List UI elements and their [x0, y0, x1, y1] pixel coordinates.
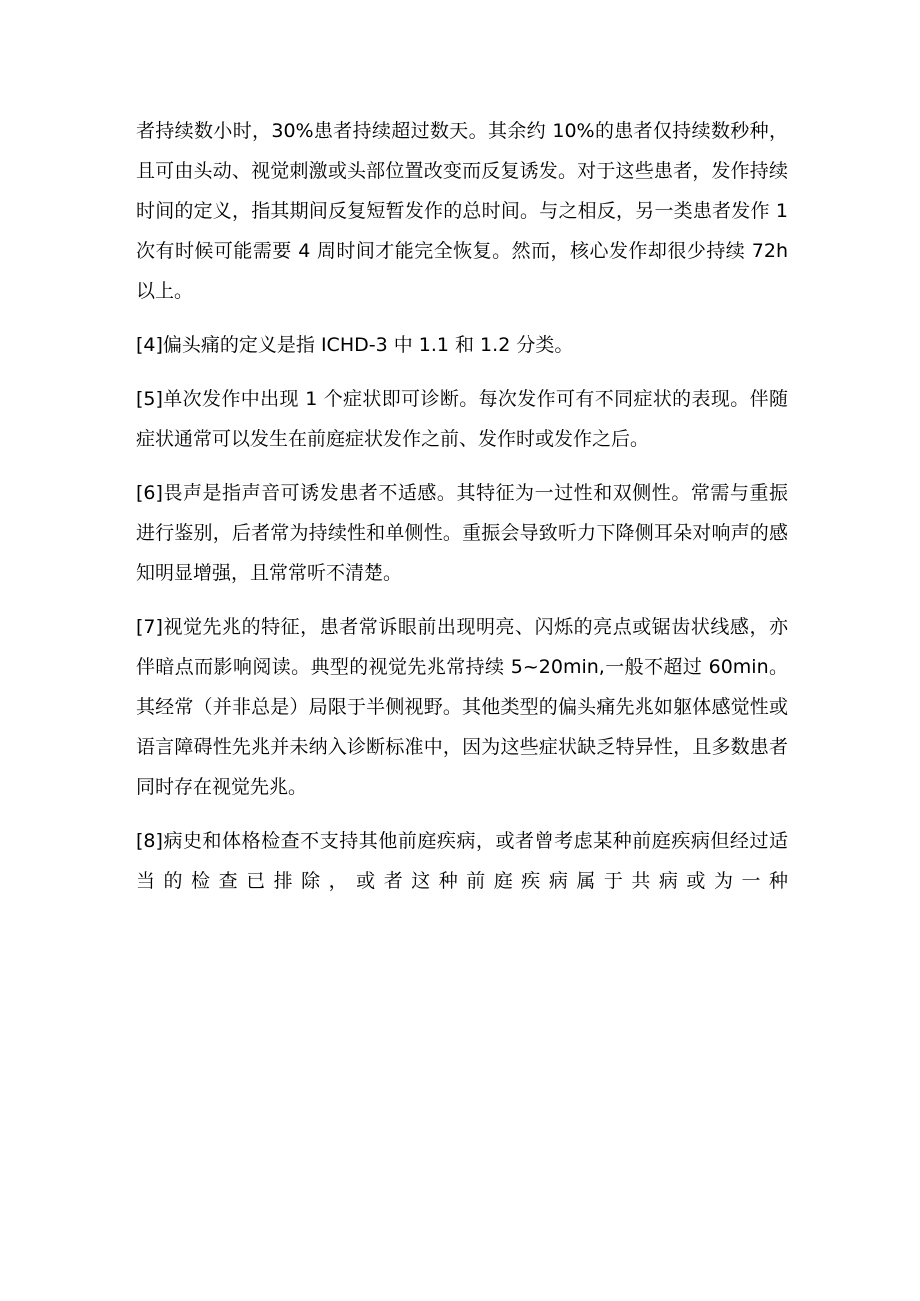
document-body [136, 111, 788, 915]
paragraph-continuation: 者持续数小时，30%患者持续超过数天。其余约 10%的患者仅持续数秒种，且可由头动、视觉刺激或头部位置改变而反复诱发。对于这些患者，发作持续时间的定义，指其期间反复短暂发作的总时间。与之相反，另一类患者发作 1 次有时候可能需要 4 周时间才能完全恢复。然而，核心发作却很少持续 72h 以上。 [136, 120, 788, 302]
paragraph-note-6: [6]畏声是指声音可诱发患者不适感。其特征为一过性和双侧性。常需与重振进行鉴别，后者常为持续性和单侧性。重振会导致听力下降侧耳朵对响声的感知明显增强，且常常听不清楚。 [136, 482, 788, 584]
paragraph-note-4: [4]偏头痛的定义是指 ICHD-3 中 1.1 和 1.2 分类。 [136, 334, 574, 356]
paragraph-note-5: [5]单次发作中出现 1 个症状即可诊断。每次发作可有不同症状的表现。伴随症状通常可以发生在前庭症状发作之前、发作时或发作之后。 [136, 388, 788, 450]
paragraph-note-8: [8]病史和体格检查不支持其他前庭疾病，或者曾考虑某种前庭疾病但经过适当的检查已排除，或者这种前庭疾病属于共病或为一种 [136, 830, 788, 892]
paragraph-note-7: [7]视觉先兆的特征，患者常诉眼前出现明亮、闪烁的亮点或锯齿状线感，亦伴暗点而影响阅读。典型的视觉先兆常持续 5~20min,一般不超过 60min。其经常（并非总是）局限于半侧视野。其他类型的偏头痛先兆如躯体感觉性或语言障碍性先兆并未纳入诊断标准中，因为这些症状缺乏特异性，且多数患者同时存在视觉先兆。 [136, 616, 788, 798]
